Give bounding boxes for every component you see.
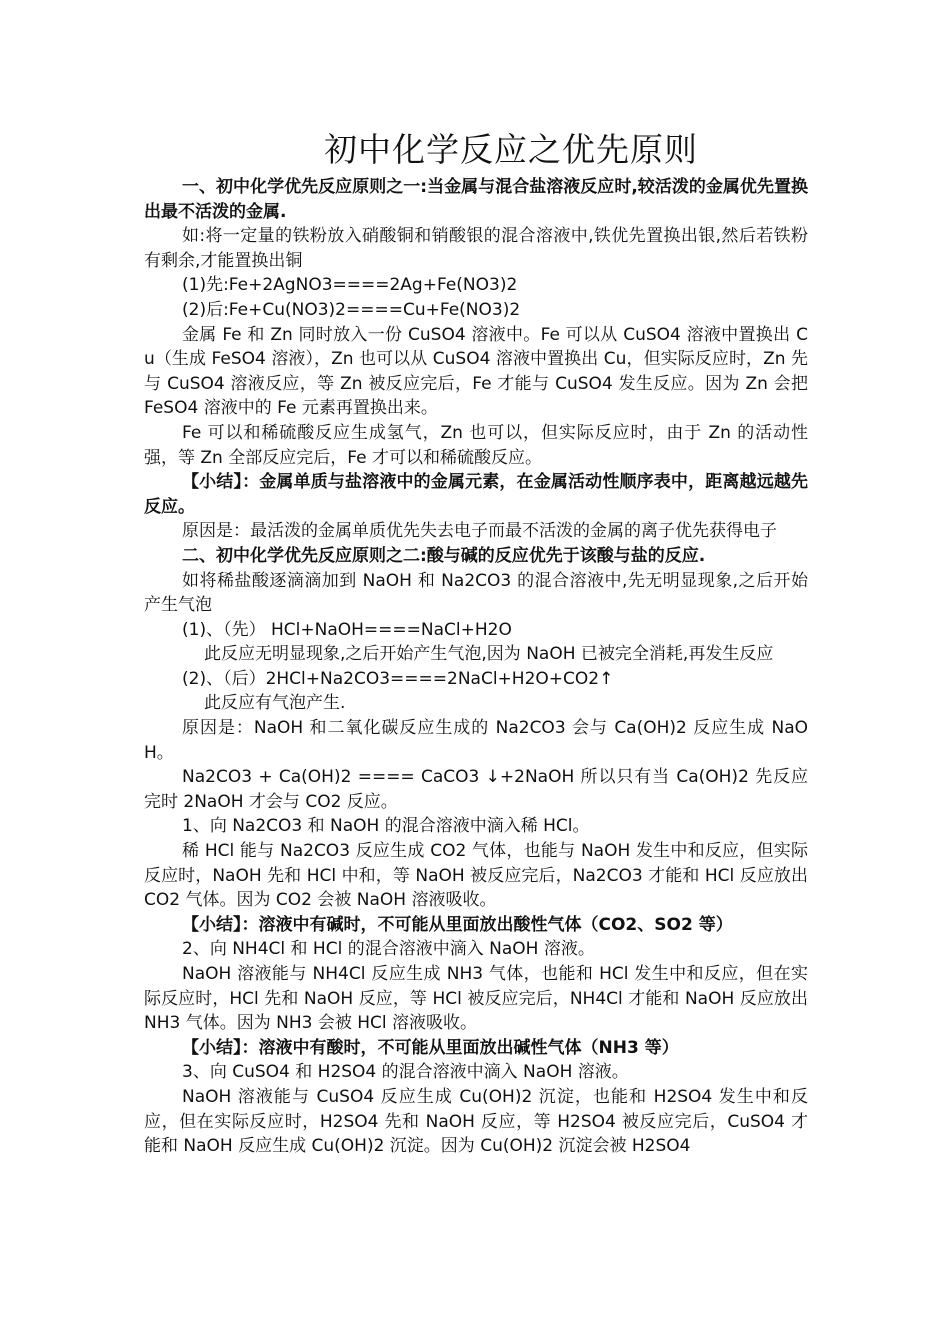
paragraph: 3、向 CuSO4 和 H2SO4 的混合溶液中滴入 NaOH 溶液。 [182,1062,629,1083]
paragraph: 如将稀盐酸逐滴滴加到 NaOH 和 Na2CO3 的混合溶液中,先无明显现象,之后开始产生气泡 [144,570,808,616]
page-title: 初中化学反应之优先原则 [324,130,698,169]
paragraph: NaOH 溶液能与 NH4Cl 反应生成 NH3 气体，也能和 HCl 发生中和反应，但在实际反应时，HCl 先和 NaOH 反应，等 HCl 被反应完后，NH4Cl 才能和 NaOH 反应放出 NH3 气体。因为 NH3 会被 HCl 溶液吸收。 [144,964,808,1034]
paragraph: 稀 HCl 能与 Na2CO3 反应生成 CO2 气体，也能与 NaOH 发生中和反应，但实际反应时，NaOH 先和 HCl 中和，等 NaOH 被反应完后，Na2CO3 才能和 HCl 反应放出 CO2 气体。因为 CO2 会被 NaOH 溶液吸收。 [144,841,808,911]
section-1-heading: 一、初中化学优先反应原则之一:当金属与混合盐溶液反应时,较活泼的金属优先置换出最不活泼的金属. [144,177,808,222]
paragraph: 原因是：最活泼的金属单质优先失去电子而最不活泼的金属的离子优先获得电子 [182,521,777,542]
equation-line: (2)、（后）2HCl+Na2CO3====2NaCl+H2O+CO2↑ [182,668,614,689]
equation-line: (2)后:Fe+Cu(NO3)2====Cu+Fe(NO3)2 [182,299,521,320]
paragraph: 1、向 Na2CO3 和 NaOH 的混合溶液中滴入稀 HCl。 [182,816,590,837]
paragraph: 金属 Fe 和 Zn 同时放入一份 CuSO4 溶液中。Fe 可以从 CuSO4 溶液中置换出 Cu（生成 FeSO4 溶液），Zn 也可以从 CuSO4 溶液中置换出 Cu，但实际反应时，Zn 先与 CuSO4 溶液反应，等 Zn 被反应完后，Fe 才能与 CuSO4 发生反应。因为 Zn 会把 FeSO4 溶液中的 Fe 元素再置换出来。 [144,324,808,419]
paragraph: 此反应有气泡产生. [204,693,346,714]
paragraph: 原因是：NaOH 和二氧化碳反应生成的 Na2CO3 会与 Ca(OH)2 反应生成 NaOH。 [144,718,808,763]
paragraph: 此反应无明显现象,之后开始产生气泡,因为 NaOH 已被完全消耗,再发生反应 [204,644,774,665]
equation-line: (1)先:Fe+2AgNO3====2Ag+Fe(NO3)2 [182,275,518,296]
section-2-heading: 二、初中化学优先反应原则之二:酸与碱的反应优先于该酸与盐的反应. [182,545,706,566]
paragraph: Fe 可以和稀硫酸反应生成氢气，Zn 也可以，但实际反应时，由于 Zn 的活动性强，等 Zn 全部反应完后，Fe 才可以和稀硫酸反应。 [144,422,808,468]
paragraph: 如:将一定量的铁粉放入硝酸铜和销酸银的混合溶液中,铁优先置换出银,然后若铁粉有剩余,才能置换出铜 [144,226,808,271]
equation-line: (1)、（先） HCl+NaOH====NaCl+H2O [182,619,512,640]
summary-paragraph: 【小结】：溶液中有酸时，不可能从里面放出碱性气体（NH3 等） [182,1037,679,1058]
summary-paragraph: 【小结】：金属单质与盐溶液中的金属元素，在金属活动性顺序表中，距离越远越先反应。 [144,472,808,517]
paragraph: NaOH 溶液能与 CuSO4 反应生成 Cu(OH)2 沉淀，也能和 H2SO4 发生中和反应，但在实际反应时，H2SO4 先和 NaOH 反应，等 H2SO4 被反应完后，CuSO4 才能和 NaOH 反应生成 Cu(OH)2 沉淀。因为 Cu(OH)2 沉淀会被 H2SO4 [144,1086,808,1157]
paragraph: 2、向 NH4Cl 和 HCl 的混合溶液中滴入 NaOH 溶液。 [182,939,595,960]
summary-paragraph: 【小结】：溶液中有碱时，不可能从里面放出酸性气体（CO2、SO2 等） [182,914,733,935]
document-page [144,128,808,1159]
paragraph: Na2CO3 + Ca(OH)2 ==== CaCO3 ↓+2NaOH 所以只有当 Ca(OH)2 先反应完时 2NaOH 才会与 CO2 反应。 [144,767,808,812]
